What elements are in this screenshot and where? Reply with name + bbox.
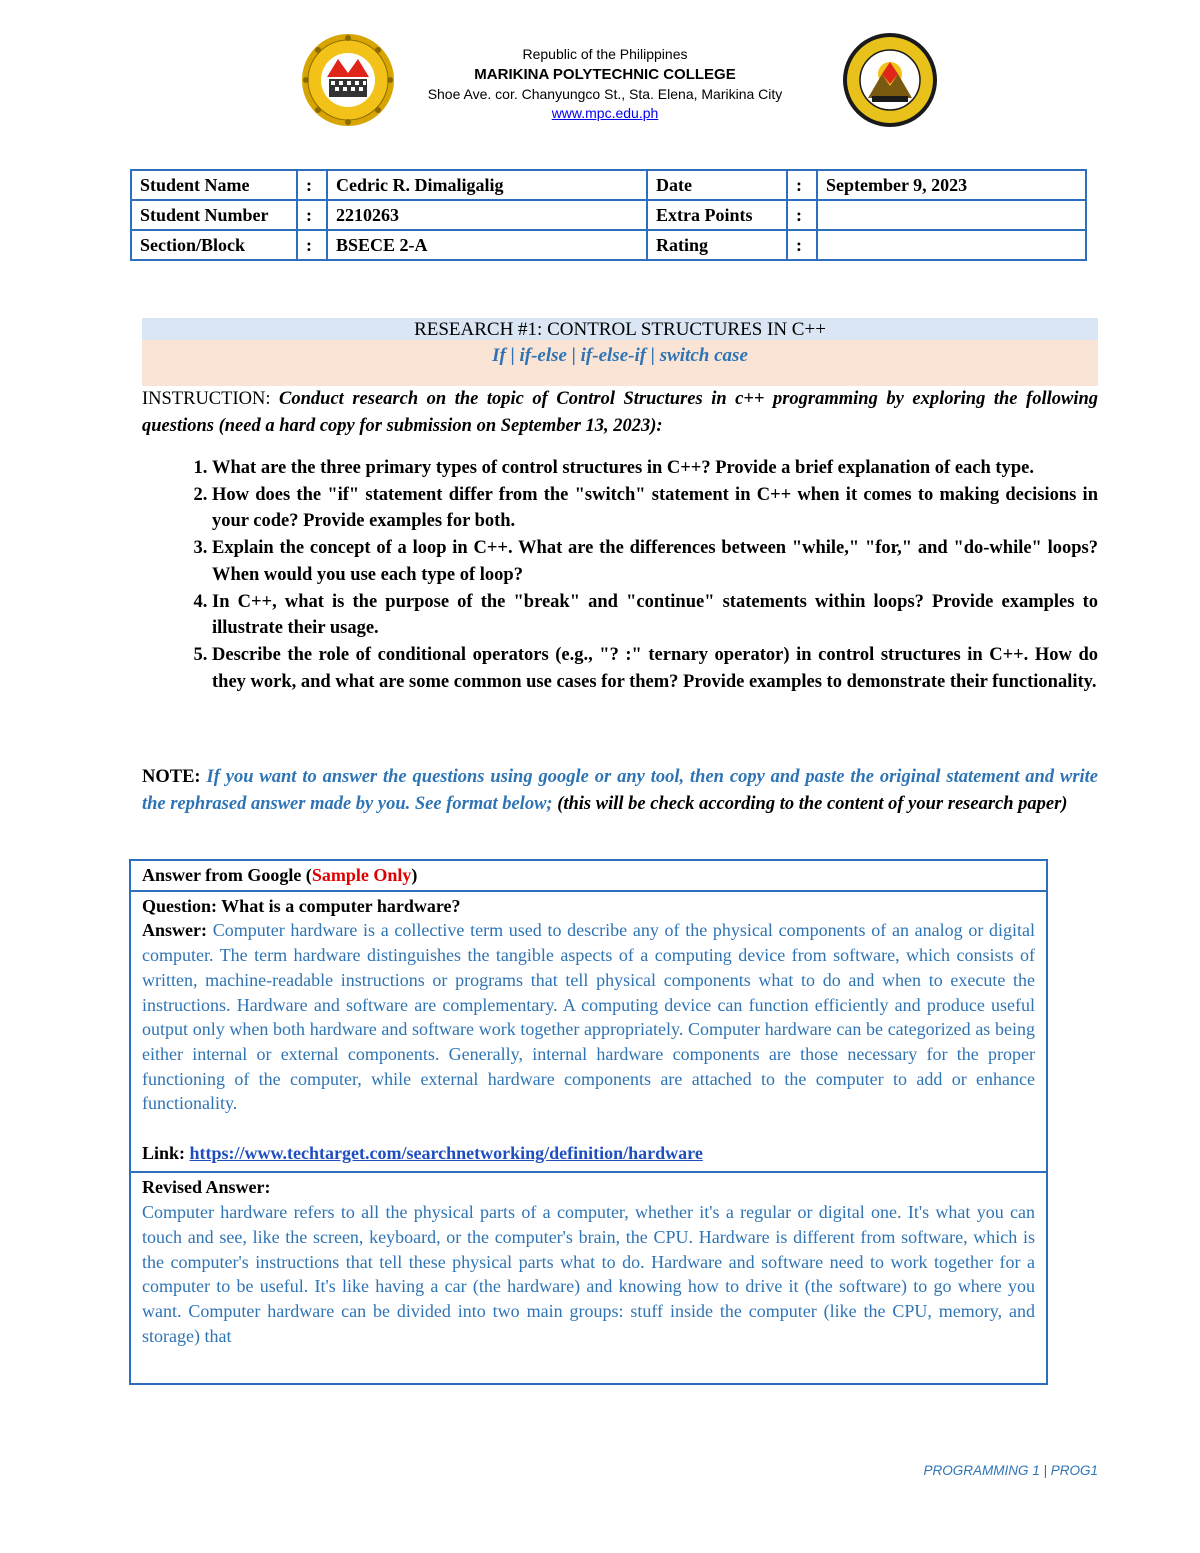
heading-end: ) — [411, 865, 418, 885]
list-item: 5. Describe the role of conditional operators (e.g., "? :" ternary operator) in control structures in C++. How do they work, and what are some common use cases for them? Provide examples to demonstrate their functionality. — [212, 642, 1098, 695]
instruction-text: Conduct research on the topic of Control Structures in c++ programming by exploring the following questions (need a hard copy for submission on September 13, 2023): — [142, 389, 1099, 436]
colon: : — [297, 170, 327, 200]
answer-box-body — [131, 892, 1046, 1174]
heading-text: Answer from Google ( — [142, 865, 312, 885]
date-value: September 9, 2023 — [817, 170, 1086, 200]
student-name-value: Cedric R. Dimaligalig — [327, 170, 647, 200]
extra-points-value — [817, 200, 1086, 230]
answer-sample-box — [129, 859, 1048, 1385]
section-label: Section/Block — [131, 230, 297, 260]
revised-answer-section — [131, 1173, 1046, 1350]
answer-box-heading — [131, 861, 1046, 892]
college-address: Shoe Ave. cor. Chanyungco St., Sta. Elena, Marikina City — [427, 86, 783, 102]
rating-label: Rating — [647, 230, 787, 260]
research-title: RESEARCH #1: CONTROL STRUCTURES IN C++ — [414, 319, 826, 340]
colon: : — [787, 170, 817, 200]
source-link[interactable]: https://www.techtarget.com/searchnetworking/definition/hardware — [189, 1142, 703, 1163]
colon: : — [787, 200, 817, 230]
footer-course: PROGRAMMING 1 | PROG1 — [923, 1463, 1098, 1478]
answer-text: Computer hardware is a collective term used to describe any of the physical components of an analog or digital computer. The term hardware distinguishes the tangible aspects of a computing device from software, which consists of written, machine-readable instructions or programs that tell physical components what to do and when to execute the instructions. Hardware and software are complementary. A computing device can function efficiently and produce useful output only when both hardware and software work together appropriately. Computer hardware can be categorized as being either internal or external components. Generally, internal hardware components are those necessary for the proper functioning of the computer, while external hardware components are attached to the computer to add or enhance functionality. — [142, 920, 1036, 1114]
college-name: MARIKINA POLYTECHNIC COLLEGE — [474, 66, 736, 83]
instruction-label: INSTRUCTION: — [142, 389, 271, 409]
sample-answer — [142, 918, 1035, 1116]
note-blue-text: If you want to answer the questions using google or any tool, then copy and paste the original statement and write the rephrased answer made by you. See format below; — [142, 767, 1099, 814]
student-info-table — [130, 169, 1087, 261]
sample-question: Question: What is a computer hardware? — [142, 895, 461, 916]
extra-points-label: Extra Points — [647, 200, 787, 230]
link-line — [142, 1141, 1035, 1166]
questions-list — [142, 455, 1098, 695]
sample-only-label: Sample Only — [311, 865, 412, 885]
revised-answer: Computer hardware refers to all the physical parts of a computer, whether it's a regular or digital one. It's what you can touch and see, like the screen, keyboard, or the computer's brain, the CPU. Hardware is different from software, which is the computer's instructions that tell these physical parts what to do. Hardware and software need to work together for a computer to be useful. It's like having a car (the hardware) and knowing how to drive it (the software) to go where you want. Computer hardware can be divided into two main groups: stuff inside the computer (like the CPU, memory, and storage) that — [142, 1202, 1035, 1346]
website-link[interactable]: www.mpc.edu.ph — [551, 105, 659, 121]
colon: : — [297, 230, 327, 260]
list-item: 4. In C++, what is the purpose of the "break" and "continue" statements within loops? Provide examples to illustrate their usage. — [212, 589, 1098, 642]
republic-text: Republic of the Philippines — [522, 46, 688, 62]
answer-label: Answer: — [142, 920, 207, 941]
instruction — [142, 386, 1098, 440]
list-item: 1. What are the three primary types of control structures in C++? Provide a brief explanation of each type. — [212, 455, 1098, 482]
colon: : — [297, 200, 327, 230]
student-number-value: 2210263 — [327, 200, 647, 230]
student-name-label: Student Name — [131, 170, 297, 200]
note-black-text: (this will be check according to the content of your research paper) — [557, 794, 1068, 814]
note — [142, 764, 1098, 818]
research-subtitle: If | if-else | if-else-if | switch case — [492, 345, 748, 366]
list-item: 3. Explain the concept of a loop in C++. What are the differences between "while," "for," and "do-while" loops? When would you use each type of loop? — [212, 535, 1098, 588]
section-value: BSECE 2-A — [327, 230, 647, 260]
list-item: 2. How does the "if" statement differ from the "switch" statement in C++ when it comes to making decisions in your code? Provide examples for both. — [212, 482, 1098, 535]
date-label: Date — [647, 170, 787, 200]
link-label: Link: — [142, 1142, 186, 1163]
rating-value — [817, 230, 1086, 260]
note-label: NOTE: — [142, 767, 201, 787]
revised-label: Revised Answer: — [142, 1177, 271, 1198]
colon: : — [787, 230, 817, 260]
student-number-label: Student Number — [131, 200, 297, 230]
